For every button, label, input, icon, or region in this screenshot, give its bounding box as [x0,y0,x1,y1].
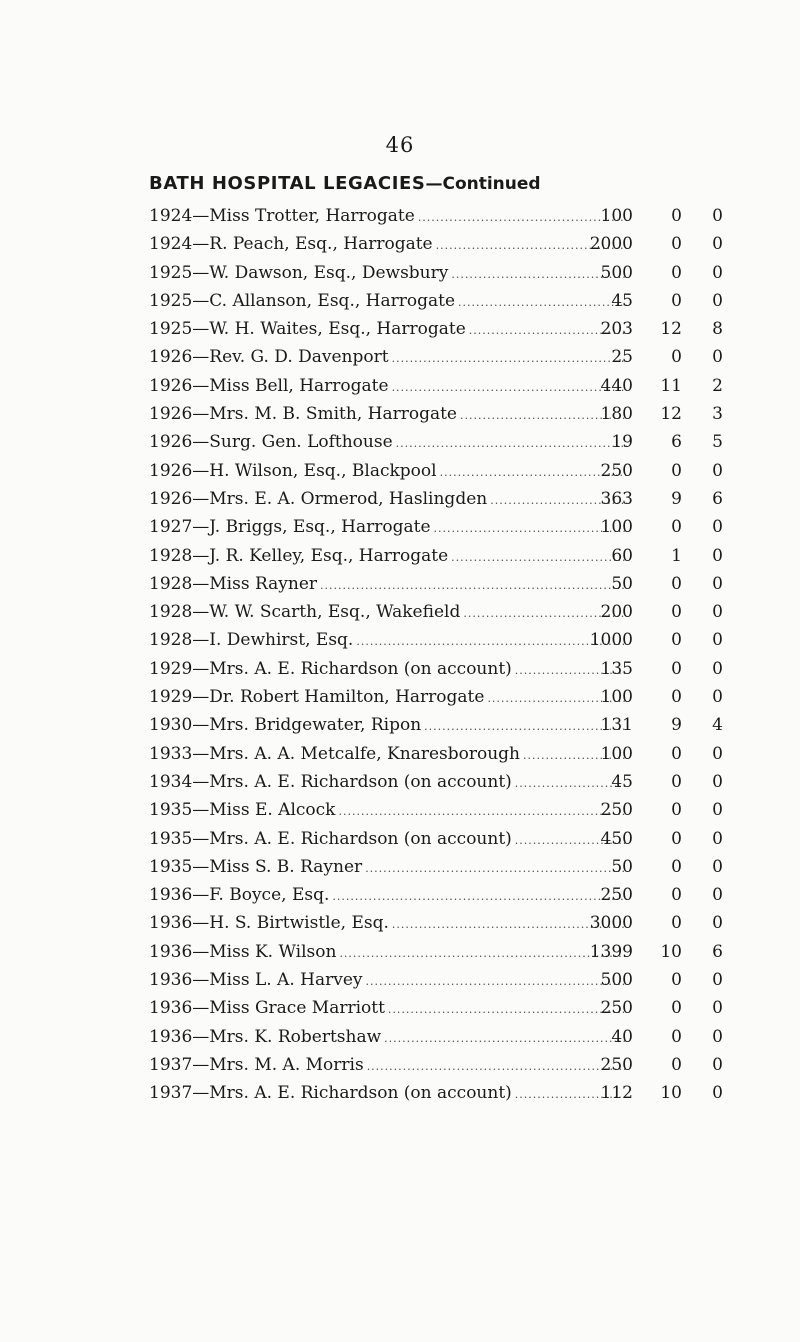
dot-leader [434,515,627,543]
amount-shillings: 0 [671,460,682,481]
legacy-text: 1936—Mrs. K. Robertshaw [149,1026,382,1047]
legacy-text: 1936—Miss L. A. Harvey [149,970,363,991]
amount-pence: 0 [712,687,723,708]
legacy-row [0,513,800,541]
legacy-text: 1935—Miss E. Alcock [149,800,336,821]
amount-pounds: 200 [600,602,633,623]
amount-pence: 0 [712,234,723,255]
legacy-label [149,683,627,713]
amount-shillings: 0 [671,856,682,877]
amount-pence: 0 [712,913,723,934]
amount-pounds: 45 [611,290,633,311]
legacy-text: 1926—Mrs. M. B. Smith, Harrogate [149,404,457,425]
legacy-label [149,711,627,741]
legacy-label [149,853,627,883]
legacy-row [0,400,800,428]
amount-pounds: 250 [600,998,633,1019]
dot-leader [320,572,627,600]
legacy-label [149,230,627,260]
amount-pence: 0 [712,630,723,651]
amount-pounds: 100 [600,687,633,708]
amount-pounds: 25 [611,347,633,368]
amount-pounds: 60 [611,545,633,566]
page-number: 46 [385,133,415,157]
legacy-label [149,655,627,685]
amount-pounds: 250 [600,1054,633,1075]
amount-shillings: 0 [671,602,682,623]
legacy-text: 1929—Dr. Robert Hamilton, Harrogate [149,687,485,708]
dot-leader [366,968,628,996]
legacy-label [149,1051,627,1081]
dot-leader [451,544,627,572]
amount-pence: 0 [712,800,723,821]
amount-pence: 0 [712,856,723,877]
legacy-text: 1936—F. Boyce, Esq. [149,885,330,906]
dot-leader [458,289,627,317]
amount-shillings: 12 [660,404,682,425]
amount-shillings: 0 [671,970,682,991]
legacy-label [149,994,627,1024]
legacy-label [149,938,627,968]
legacy-row [0,485,800,513]
legacy-row [0,1051,800,1079]
legacy-row [0,372,800,400]
amount-pence: 0 [712,885,723,906]
legacy-text: 1936—H. S. Birtwistle, Esq. [149,913,389,934]
legacy-label [149,485,627,515]
legacy-text: 1924—Miss Trotter, Harrogate [149,206,415,226]
amount-pounds: 112 [600,1083,633,1104]
legacy-label [149,457,627,487]
legacy-row [0,457,800,485]
legacy-label [149,428,627,458]
amount-pounds: 19 [611,432,633,453]
amount-shillings: 12 [660,319,682,340]
amount-pounds: 1000 [589,630,633,651]
amount-shillings: 0 [671,262,682,283]
legacy-row [0,428,800,456]
legacy-text: 1924—R. Peach, Esq., Harrogate [149,234,433,255]
amount-pence: 0 [712,998,723,1019]
legacy-label [149,259,627,289]
dot-leader [367,1053,627,1081]
legacy-text: 1935—Miss S. B. Rayner [149,856,363,877]
amount-pounds: 500 [600,970,633,991]
heading-continued: —Continued [425,174,541,194]
legacy-text: 1930—Mrs. Bridgewater, Ripon [149,715,422,736]
legacy-row [0,853,800,881]
legacy-label [149,626,627,656]
dot-leader [339,940,627,968]
legacy-row [0,202,800,230]
legacy-text: 1928—W. W. Scarth, Esq., Wakefield [149,602,461,623]
amount-pence: 0 [712,545,723,566]
legacy-text: 1925—W. H. Waites, Esq., Harrogate [149,319,466,340]
amount-pence: 0 [712,743,723,764]
amount-pence: 0 [712,828,723,849]
amount-pounds: 45 [611,771,633,792]
dot-leader [356,628,627,656]
legacy-text: 1927—J. Briggs, Esq., Harrogate [149,517,431,538]
page-heading [149,173,541,194]
legacy-label [149,740,627,770]
amount-pence: 0 [712,262,723,283]
legacy-row [0,259,800,287]
dot-leader [515,770,627,798]
amount-pounds: 203 [600,319,633,340]
legacy-text: 1926—H. Wilson, Esq., Blackpool [149,460,437,481]
amount-pence: 2 [712,375,723,396]
amount-pounds: 135 [600,658,633,679]
amount-pence: 0 [712,573,723,594]
heading-title: BATH HOSPITAL LEGACIES [149,173,426,194]
amount-shillings: 9 [671,715,682,736]
dot-leader [424,713,627,741]
amount-pounds: 500 [600,262,633,283]
legacy-label [149,598,627,628]
legacy-text: 1926—Mrs. E. A. Ormerod, Haslingden [149,488,488,509]
amount-pence: 0 [712,602,723,623]
legacy-row [0,796,800,824]
amount-shillings: 0 [671,517,682,538]
amount-pounds: 50 [611,856,633,877]
legacy-row [0,966,800,994]
legacy-text: 1928—J. R. Kelley, Esq., Harrogate [149,545,449,566]
amount-pounds: 1399 [589,941,633,962]
dot-leader [388,996,627,1024]
amount-pounds: 40 [611,1026,633,1047]
legacies-list [0,202,800,1108]
legacy-row [0,768,800,796]
legacy-label [149,372,627,402]
dot-leader [392,374,627,402]
amount-pounds: 100 [600,743,633,764]
legacy-label [149,287,627,317]
amount-pence: 8 [712,319,723,340]
amount-pence: 0 [712,290,723,311]
amount-shillings: 10 [660,1083,682,1104]
amount-shillings: 1 [671,545,682,566]
legacy-row [0,825,800,853]
amount-pence: 6 [712,488,723,509]
legacy-text: 1935—Mrs. A. E. Richardson (on account) [149,828,512,849]
amount-pence: 0 [712,1054,723,1075]
amount-shillings: 0 [671,630,682,651]
amount-shillings: 0 [671,743,682,764]
legacy-text: 1925—C. Allanson, Esq., Harrogate [149,290,456,311]
legacy-text: 1928—I. Dewhirst, Esq. [149,630,354,651]
amount-shillings: 0 [671,828,682,849]
legacy-row [0,287,800,315]
amount-shillings: 0 [671,658,682,679]
legacy-row [0,598,800,626]
amount-pence: 0 [712,460,723,481]
legacy-row [0,938,800,966]
amount-shillings: 0 [671,885,682,906]
dot-leader [396,430,627,458]
amount-pounds: 3000 [589,913,633,934]
amount-pence: 0 [712,970,723,991]
legacy-label [149,542,627,572]
legacy-row [0,343,800,371]
amount-shillings: 0 [671,290,682,311]
legacy-label [149,400,627,430]
amount-pounds: 100 [600,206,633,226]
amount-pence: 0 [712,1026,723,1047]
amount-pounds: 2000 [589,234,633,255]
legacy-row [0,1023,800,1051]
legacy-text: 1926—Miss Bell, Harrogate [149,375,389,396]
legacy-text: 1929—Mrs. A. E. Richardson (on account) [149,658,512,679]
legacy-row [0,994,800,1022]
legacy-row [0,683,800,711]
legacy-text: 1926—Surg. Gen. Lofthouse [149,432,393,453]
amount-pence: 3 [712,404,723,425]
amount-pounds: 100 [600,517,633,538]
dot-leader [365,855,627,883]
amount-pence: 0 [712,206,723,226]
amount-pence: 0 [712,658,723,679]
amount-pence: 6 [712,941,723,962]
amount-shillings: 6 [671,432,682,453]
amount-pence: 5 [712,432,723,453]
amount-shillings: 0 [671,913,682,934]
legacy-label [149,570,627,600]
amount-shillings: 0 [671,573,682,594]
amount-pence: 0 [712,771,723,792]
amount-shillings: 0 [671,347,682,368]
legacy-row [0,626,800,654]
amount-pounds: 440 [600,375,633,396]
legacy-text: 1933—Mrs. A. A. Metcalfe, Knaresborough [149,743,521,764]
legacy-label [149,315,627,345]
legacy-row [0,655,800,683]
legacy-label [149,796,627,826]
legacy-label [149,513,627,543]
amount-pence: 0 [712,347,723,368]
legacy-label [149,1079,627,1109]
amount-shillings: 0 [671,1054,682,1075]
legacy-row [0,711,800,739]
legacy-text: 1928—Miss Rayner [149,573,318,594]
legacy-text: 1926—Rev. G. D. Davenport [149,347,389,368]
legacy-text: 1937—Mrs. M. A. Morris [149,1054,364,1075]
amount-shillings: 10 [660,941,682,962]
amount-pounds: 450 [600,828,633,849]
amount-pounds: 250 [600,885,633,906]
amount-shillings: 11 [660,375,682,396]
legacy-row [0,315,800,343]
legacy-label [149,1023,627,1053]
amount-shillings: 0 [671,771,682,792]
legacy-text: 1934—Mrs. A. E. Richardson (on account) [149,771,512,792]
amount-pence: 4 [712,715,723,736]
legacy-label [149,881,627,911]
legacy-text: 1936—Miss Grace Marriott [149,998,385,1019]
amount-shillings: 0 [671,800,682,821]
amount-pounds: 50 [611,573,633,594]
amount-shillings: 9 [671,488,682,509]
legacy-row [0,1079,800,1107]
dot-leader [338,798,627,826]
legacy-text: 1936—Miss K. Wilson [149,941,337,962]
amount-pence: 0 [712,517,723,538]
amount-pence: 0 [712,1083,723,1104]
amount-shillings: 0 [671,234,682,255]
amount-pounds: 250 [600,460,633,481]
legacy-label [149,825,627,855]
amount-shillings: 0 [671,1026,682,1047]
dot-leader [418,204,627,232]
amount-pounds: 180 [600,404,633,425]
dot-leader [332,883,627,911]
legacy-label [149,909,627,939]
amount-shillings: 0 [671,687,682,708]
dot-leader [384,1025,627,1053]
legacy-row [0,881,800,909]
legacy-text: 1937—Mrs. A. E. Richardson (on account) [149,1083,512,1104]
amount-pounds: 131 [600,715,633,736]
legacy-label [149,966,627,996]
amount-shillings: 0 [671,206,682,226]
amount-shillings: 0 [671,998,682,1019]
legacy-label [149,768,627,798]
amount-pounds: 363 [600,488,633,509]
legacy-row [0,740,800,768]
legacy-label [149,343,627,373]
legacy-row [0,542,800,570]
legacy-label [149,202,627,232]
legacy-text: 1925—W. Dawson, Esq., Dewsbury [149,262,449,283]
dot-leader [440,459,627,487]
legacy-row [0,570,800,598]
dot-leader [392,345,627,373]
legacy-row [0,909,800,937]
legacy-row [0,230,800,258]
amount-pounds: 250 [600,800,633,821]
